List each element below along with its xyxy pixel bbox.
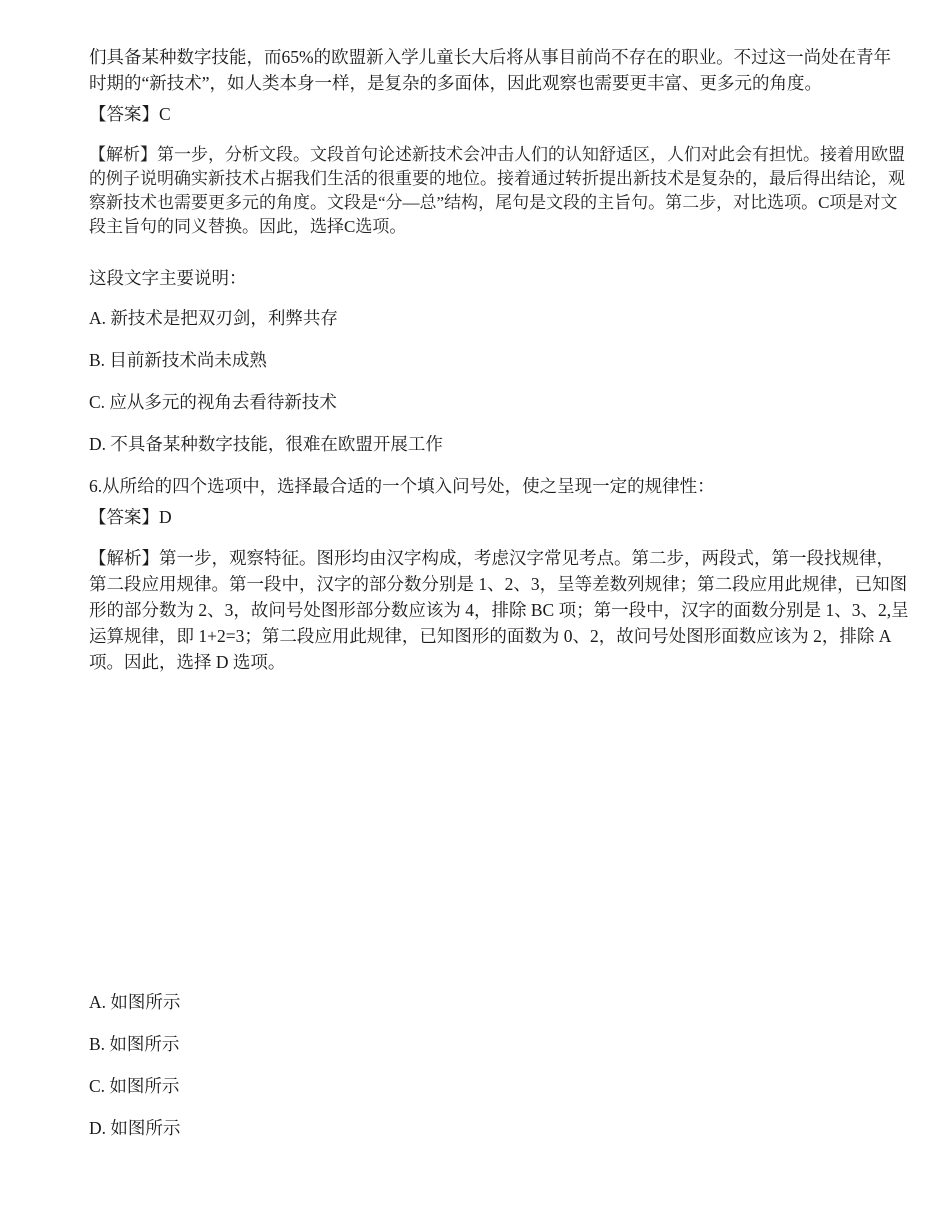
document-page xyxy=(89,44,909,1141)
q5-option-b: B. 目前新技术尚未成熟 xyxy=(89,350,267,370)
q6-option-b: B. 如图所示 xyxy=(89,1034,180,1054)
q6-option-a: A. 如图所示 xyxy=(89,992,181,1012)
figure-placeholder xyxy=(89,675,909,975)
q5-answer: 【答案】C xyxy=(89,104,171,124)
q5-analysis: 【解析】第一步，分析文段。文段首句论述新技术会冲击人们的认知舒适区，人们对此会有担忧。接着用欧盟的例子说明确实新技术占据我们生活的很重要的地位。接着通过转折提出新技术是复杂的，最后得出结论，观察新技术也需要更多元的角度。文段是“分—总”结构，尾句是文段的主旨句。第二步，对比选项。C项是对文段主旨句的同义替换。因此，选择C选项。 xyxy=(89,145,905,236)
q5-option-d: D. 不具备某种数字技能，很难在欧盟开展工作 xyxy=(89,434,443,454)
q5-option-a: A. 新技术是把双刃剑，利弊共存 xyxy=(89,308,338,328)
q5-option-c: C. 应从多元的视角去看待新技术 xyxy=(89,392,337,412)
q6-answer: 【答案】D xyxy=(89,507,172,527)
intro-paragraph: 们具备某种数字技能，而65%的欧盟新入学儿童长大后将从事目前尚不存在的职业。不过这一尚处在青年时期的“新技术”，如人类本身一样，是复杂的多面体，因此观察也需要更丰富、更多元的角度。 xyxy=(89,47,892,93)
q6-option-d: D. 如图所示 xyxy=(89,1118,181,1138)
q5-question: 这段文字主要说明： xyxy=(89,268,247,288)
q6-option-c: C. 如图所示 xyxy=(89,1076,180,1096)
q6-question: 6.从所给的四个选项中，选择最合适的一个填入问号处，使之呈现一定的规律性： xyxy=(89,476,715,496)
q6-analysis: 【解析】第一步，观察特征。图形均由汉字构成，考虑汉字常见考点。第二步，两段式，第一段找规律，第二段应用规律。第一段中，汉字的部分数分别是 1、2、3，呈等差数列规律；第二段应用此规律，已知图形的部分数为 2、3，故问号处图形部分数应该为 4，排除 BC 项；第一段中，汉字的面数分别是 1、3、2,呈运算规律，即 1+2=3；第二段应用此规律，已知图形的面数为 0、2，故问号处图形面数应该为 2，排除 A 项。因此，选择 D 选项。 xyxy=(89,548,909,672)
